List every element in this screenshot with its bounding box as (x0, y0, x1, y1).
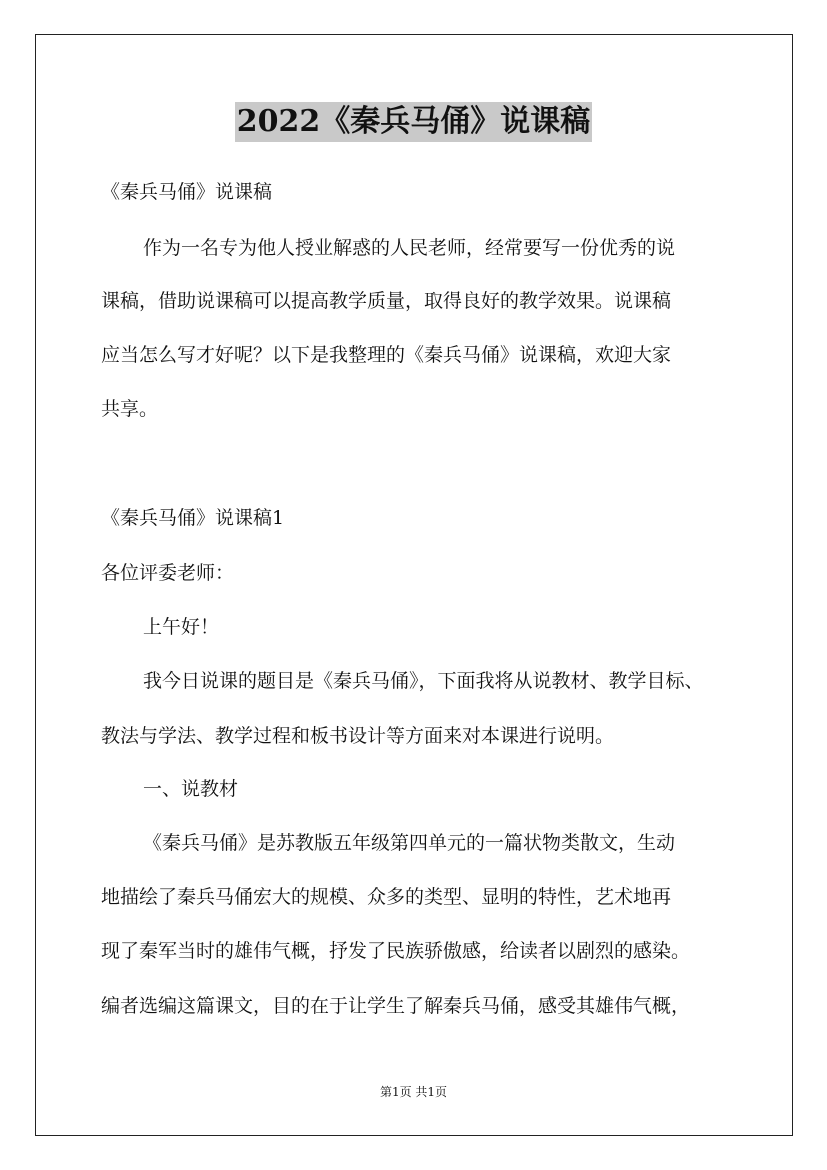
greeting-line: 上午好！ (143, 616, 220, 638)
page-footer: 第1页 共1页 (379, 1085, 448, 1099)
title-container (0, 102, 827, 142)
paragraph-line: 现了秦军当时的雄伟气概，抒发了民族骄傲感，给读者以剧烈的感染。 (101, 940, 691, 962)
paragraph-line: 作为一名专为他人授业解惑的人民老师，经常要写一份优秀的说 (143, 237, 676, 259)
paragraph-line: 地描绘了秦兵马俑宏大的规模、众多的类型、显明的特性，艺术地再 (101, 886, 672, 908)
paragraph-line: 课稿，借助说课稿可以提高教学质量，取得良好的教学效果。说课稿 (101, 290, 672, 312)
document-title: 2022《秦兵马俑》说课稿 (235, 102, 593, 142)
paragraph-line: 教法与学法、教学过程和板书设计等方面来对本课进行说明。 (101, 725, 615, 747)
section-heading: 《秦兵马俑》说课稿1 (101, 507, 285, 529)
subtitle-line: 《秦兵马俑》说课稿 (101, 181, 273, 203)
paragraph-line: 编者选编这篇课文，目的在于让学生了解秦兵马俑，感受其雄伟气概， (101, 995, 691, 1017)
paragraph-line: 《秦兵马俑》是苏教版五年级第四单元的一篇状物类散文，生动 (143, 832, 676, 854)
salutation-line: 各位评委老师： (101, 562, 235, 584)
paragraph-line: 共享。 (101, 398, 159, 420)
paragraph-line: 应当怎么写才好呢？以下是我整理的《秦兵马俑》说课稿，欢迎大家 (101, 344, 672, 366)
paragraph-line: 我今日说课的题目是《秦兵马俑》，下面我将从说教材、教学目标、 (143, 670, 704, 692)
subsection-heading: 一、说教材 (143, 778, 239, 800)
